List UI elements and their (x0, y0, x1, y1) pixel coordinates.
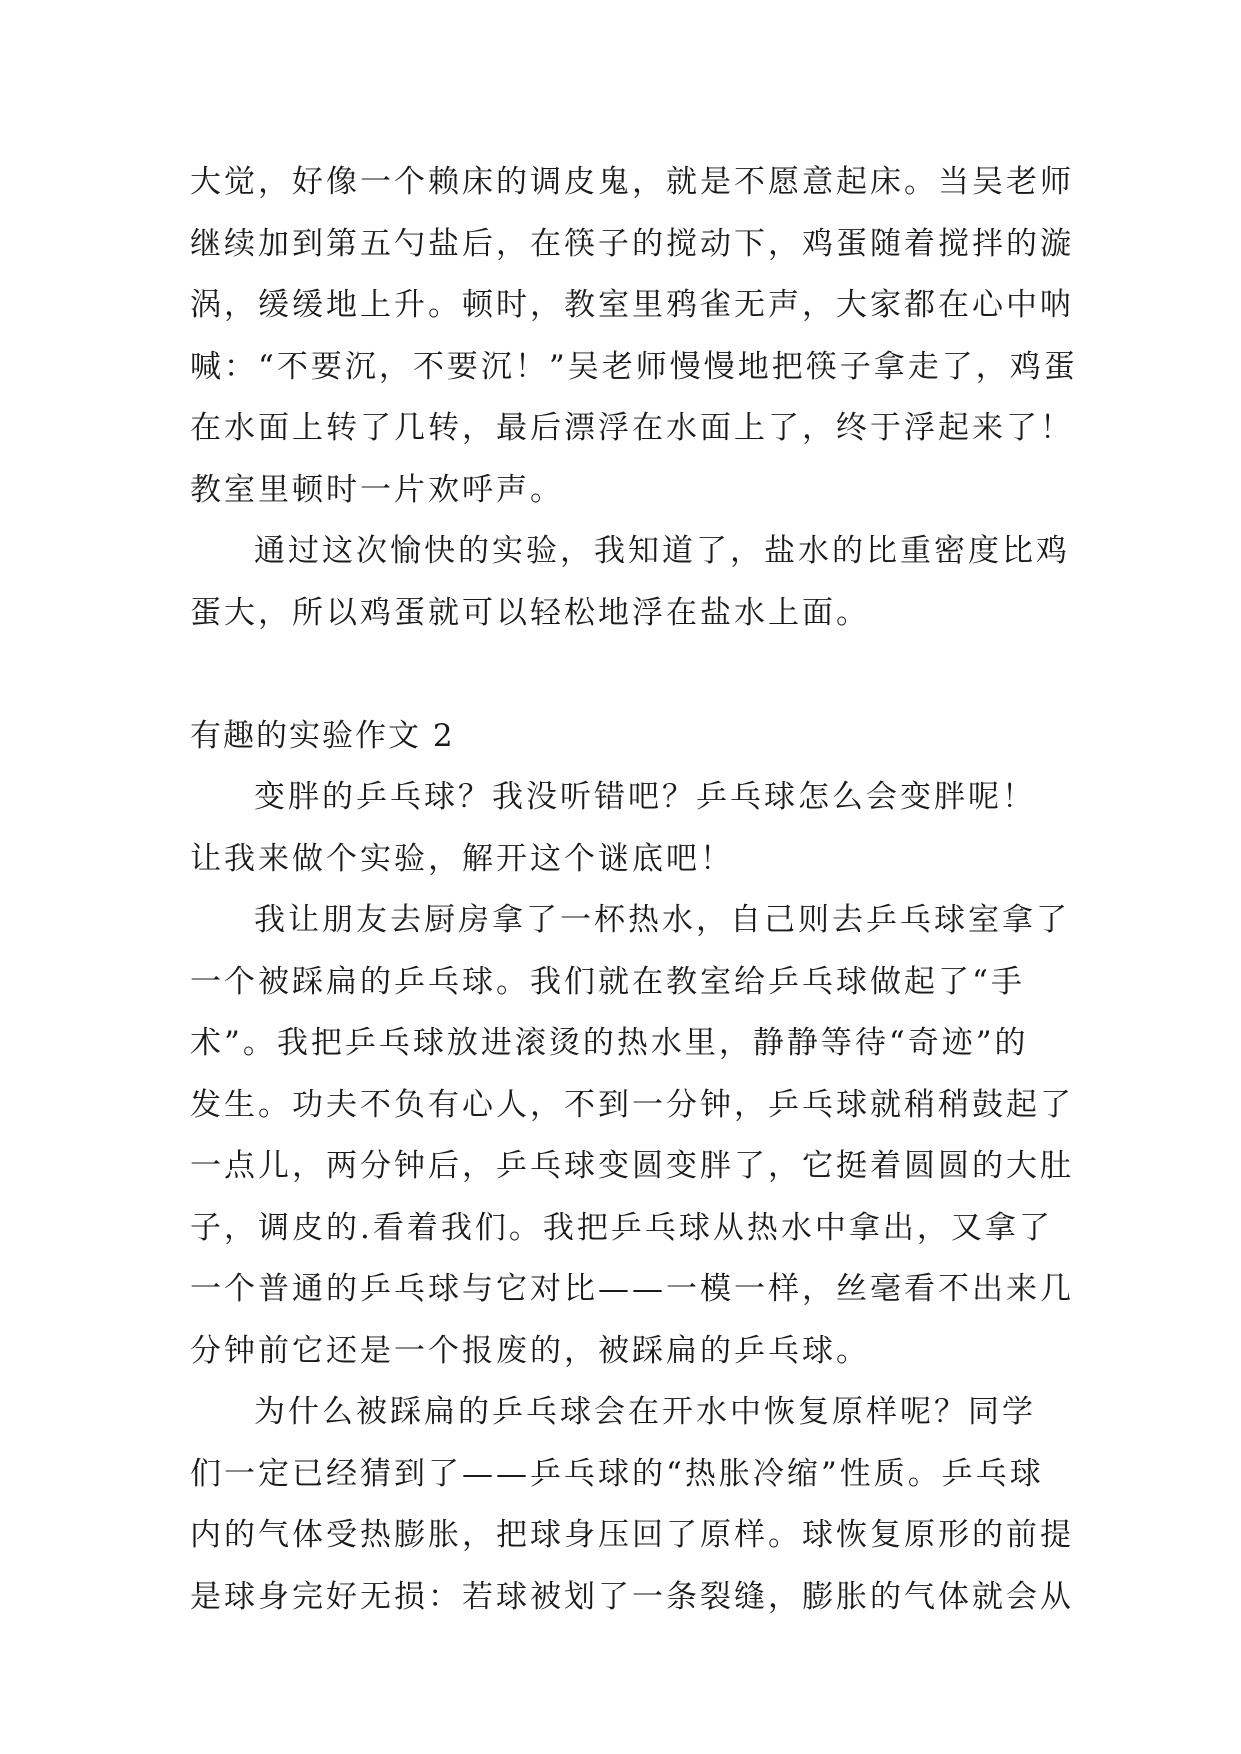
text-line: 术”。我把乒乓球放进滚烫的热水里，静静等待“奇迹”的 (190, 1025, 1029, 1061)
text-line: 一个普通的乒乓球与它对比——一模一样，丝毫看不出来几 (190, 1271, 1074, 1307)
text-line: 通过这次愉快的实验，我知道了，盐水的比重密度比鸡 (254, 533, 1070, 569)
text-line: 教室里顿时一片欢呼声。 (190, 471, 564, 508)
text-line: 涡，缓缓地上升。顿时，教室里鸦雀无声，大家都在心中呐 (190, 287, 1074, 323)
text-line: 我让朋友去厨房拿了一杯热水，自己则去乒乓球室拿了 (254, 902, 1070, 938)
text-line: 发生。功夫不负有心人，不到一分钟，乒乓球就稍稍鼓起了 (190, 1086, 1074, 1123)
paragraph-5 (190, 1382, 1074, 1628)
text-line: 们一定已经猜到了——乒乓球的“热胀冷缩”性质。乒乓球 (190, 1455, 1044, 1492)
paragraph-2 (190, 521, 1070, 644)
paragraph-3 (190, 767, 1052, 890)
text-line: 喊：“不要沉，不要沉！”吴老师慢慢地把筷子拿走了，鸡蛋 (190, 348, 1078, 385)
text-line: 继续加到第五勺盐后，在筷子的搅动下，鸡蛋随着搅拌的漩 (190, 225, 1074, 262)
text-line: 变胖的乒乓球？我没听错吧？乒乓球怎么会变胖呢！ (254, 779, 1036, 815)
text-line: 大觉，好像一个赖床的调皮鬼，就是不愿意起床。当吴老师 (190, 164, 1074, 200)
text-line: 一个被踩扁的乒乓球。我们就在教室给乒乓球做起了“手 (190, 963, 1025, 1000)
text-line: 在水面上转了几转，最后漂浮在水面上了，终于浮起来了！ (190, 410, 1074, 446)
text-line: 分钟前它还是一个报废的，被踩扁的乒乓球。 (190, 1332, 870, 1369)
text-line: 为什么被踩扁的乒乓球会在开水中恢复原样呢？同学 (254, 1394, 1036, 1430)
paragraph-4 (190, 890, 1074, 1382)
text-line: 内的气体受热膨胀，把球身压回了原样。球恢复原形的前提 (190, 1517, 1074, 1553)
document-page (190, 152, 1078, 1628)
section-title: 有趣的实验作文 2 (190, 717, 455, 754)
paragraph-1 (190, 152, 1078, 521)
text-line: 是球身完好无损：若球被划了一条裂缝，膨胀的气体就会从 (190, 1578, 1074, 1615)
text-line: 子，调皮的.看着我们。我把乒乓球从热水中拿出，又拿了 (190, 1209, 1053, 1246)
text-line: 一点儿，两分钟后，乒乓球变圆变胖了，它挺着圆圆的大肚 (190, 1148, 1074, 1184)
text-line: 让我来做个实验，解开这个谜底吧！ (190, 840, 734, 877)
paragraph-spacer (190, 644, 1052, 706)
text-line: 蛋大，所以鸡蛋就可以轻松地浮在盐水上面。 (190, 594, 870, 631)
